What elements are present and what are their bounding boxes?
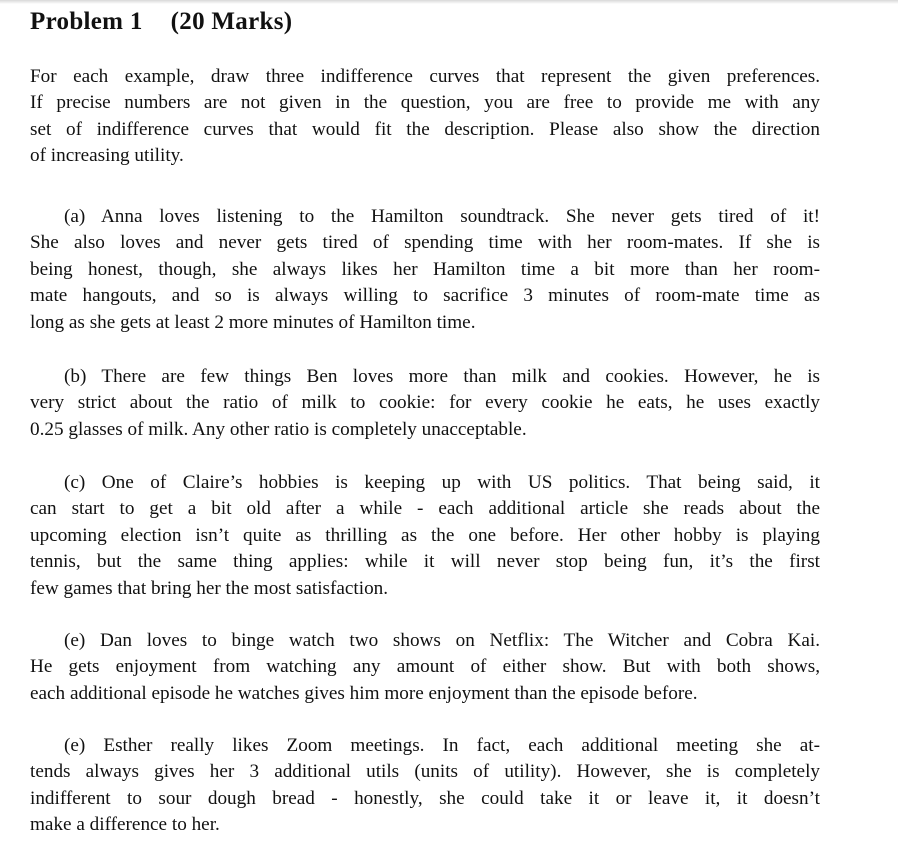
text-line: If precise numbers are not given in the question, you are free to provide me with any (30, 92, 820, 114)
part-a-paragraph (30, 204, 820, 336)
text-line: upcoming election isn’t quite as thrilling as the one before. Her other hobby is playing (30, 524, 820, 546)
text-line: For each example, draw three indifference curves that represent the given preferences. (30, 66, 820, 87)
text-line: mate hangouts, and so is always willing to sacrifice 3 minutes of room-mate time as (30, 285, 820, 307)
text-line: can start to get a bit old after a while - each additional article she reads about the (30, 498, 820, 520)
text-line: (a) Anna loves listening to the Hamilton soundtrack. She never gets tired of it! (64, 206, 820, 227)
problem-marks: (20 Marks) (170, 8, 293, 35)
text-line: She also loves and never gets tired of spending time with her room-mates. If she is (30, 232, 820, 254)
part-c-paragraph (30, 470, 820, 602)
text-line: each additional episode he watches gives him more enjoyment than the episode before. (30, 682, 698, 704)
text-line: 0.25 glasses of milk. Any other ratio is completely unacceptable. (30, 418, 527, 440)
text-line: (e) Esther really likes Zoom meetings. In fact, each additional meeting she at- (64, 735, 820, 756)
intro-paragraph (30, 64, 820, 170)
text-line: set of indifference curves that would fit the description. Please also show the direction (30, 118, 820, 140)
text-line: make a difference to her. (30, 814, 220, 836)
text-line: long as she gets at least 2 more minutes of Hamilton time. (30, 311, 476, 333)
problem-number: Problem 1 (30, 8, 143, 35)
text-line: (b) There are few things Ben loves more than milk and cookies. However, he is (64, 366, 820, 387)
text-line: (e) Dan loves to binge watch two shows on Netflix: The Witcher and Cobra Kai. (64, 630, 820, 651)
part-d-paragraph (30, 628, 820, 707)
text-line: few games that bring her the most satisfaction. (30, 577, 389, 599)
text-line: being honest, though, she always likes her Hamilton time a bit more than her room- (30, 258, 820, 280)
text-line: He gets enjoyment from watching any amount of either show. But with both shows, (30, 656, 820, 678)
text-line: of increasing utility. (30, 145, 184, 167)
text-line: very strict about the ratio of milk to cookie: for every cookie he eats, he uses exactly (30, 392, 820, 414)
text-line: tennis, but the same thing applies: while it will never stop being fun, it’s the first (30, 551, 820, 573)
part-e-paragraph (30, 733, 820, 839)
part-b-paragraph (30, 364, 820, 443)
text-line: (c) One of Claire’s hobbies is keeping up with US politics. That being said, it (64, 472, 820, 493)
text-line: tends always gives her 3 additional utils (units of utility). However, she is completely (30, 761, 820, 783)
text-line: indifferent to sour dough bread - honestly, she could take it or leave it, it doesn’t (30, 787, 820, 809)
page-top-shadow (0, 0, 898, 4)
problem-heading (30, 8, 292, 36)
